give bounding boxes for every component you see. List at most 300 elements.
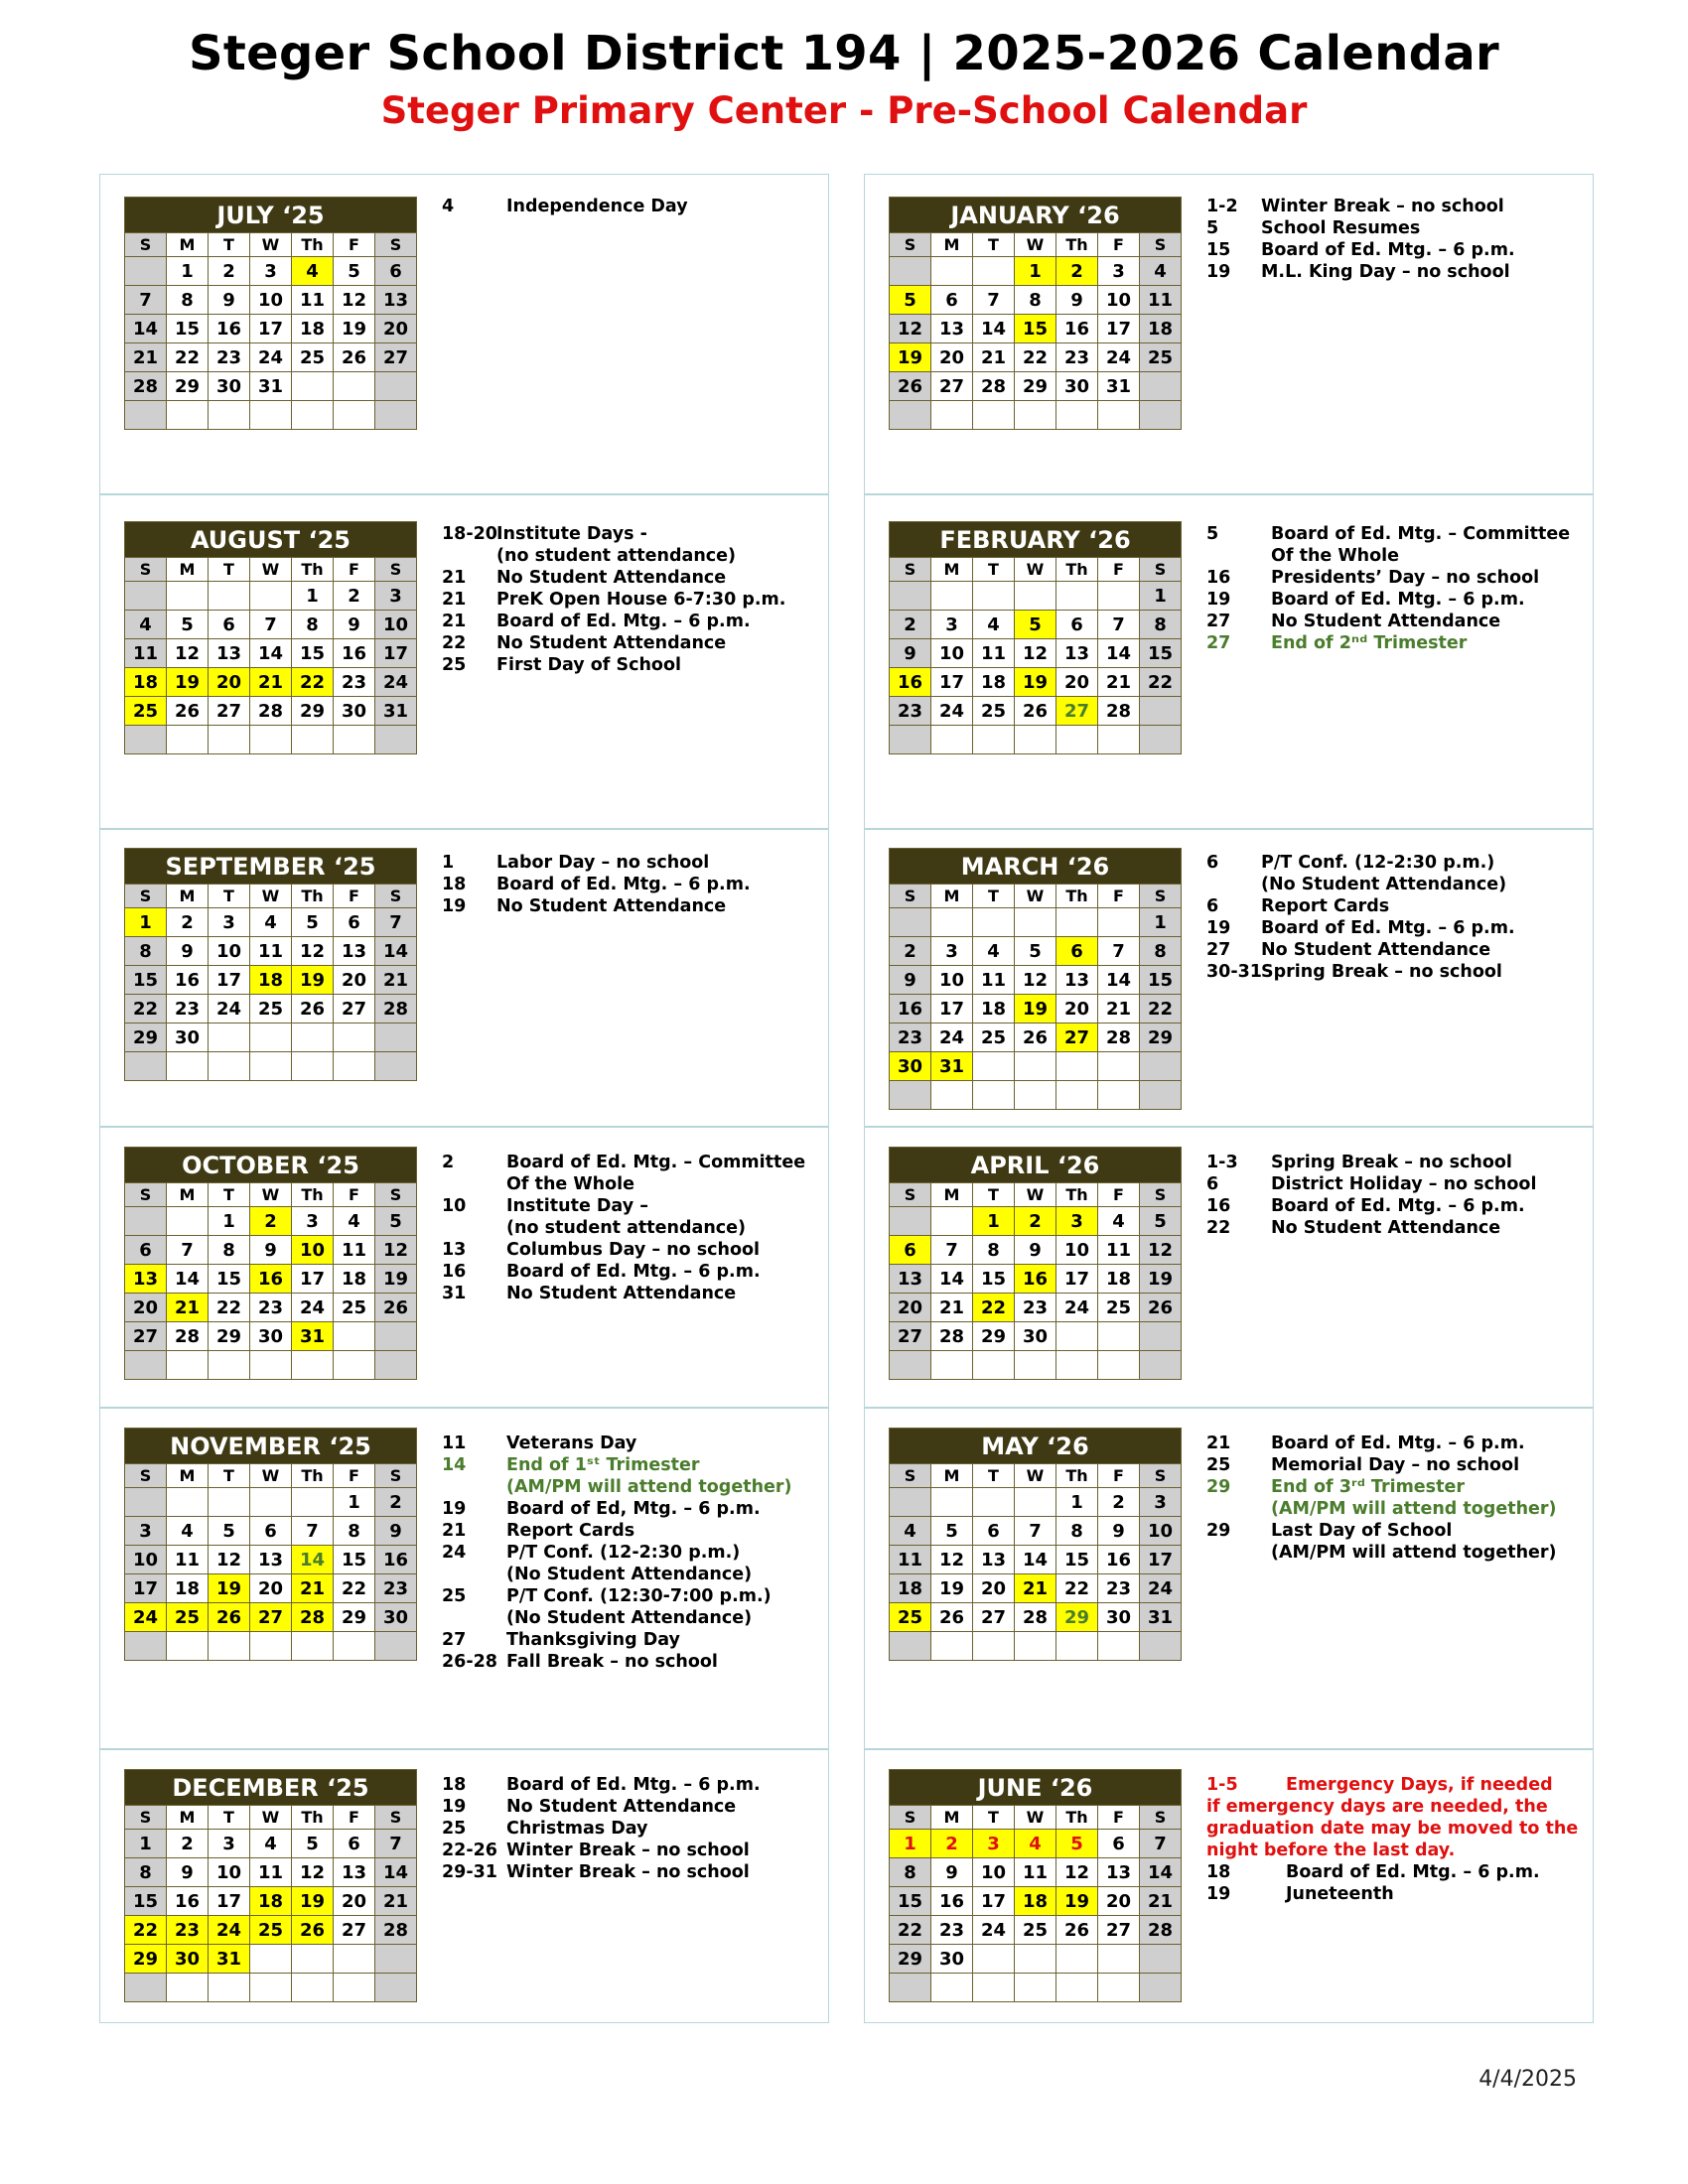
day-cell: 10 (375, 611, 417, 639)
day-cell: 28 (973, 372, 1015, 401)
empty-day-cell (1140, 401, 1182, 430)
week-row (125, 937, 417, 966)
day-cell: 2 (250, 1207, 292, 1236)
day-cell: 23 (209, 343, 250, 372)
week-row (125, 908, 417, 937)
day-cell: 14 (973, 315, 1015, 343)
empty-day-cell (1140, 1632, 1182, 1661)
weekday-label: W (1015, 885, 1056, 908)
weekday-label: S (1140, 1183, 1182, 1207)
empty-day-cell (1056, 582, 1098, 611)
month-name: MAY ‘26 (890, 1429, 1182, 1464)
day-cell: 8 (334, 1517, 375, 1546)
day-cell: 15 (209, 1265, 250, 1294)
weekday-label: S (1140, 1464, 1182, 1488)
event-date: 25 (442, 1586, 467, 1606)
weekday-label: Th (1056, 1464, 1098, 1488)
event-list (1206, 1774, 1584, 1905)
weekday-label: T (973, 558, 1015, 582)
empty-day-cell (334, 1632, 375, 1661)
week-row (125, 1517, 417, 1546)
day-cell: 29 (1140, 1024, 1182, 1052)
week-row (890, 1974, 1182, 2002)
day-cell: 3 (1140, 1488, 1182, 1517)
day-cell: 13 (250, 1546, 292, 1574)
day-cell: 1 (1015, 257, 1056, 286)
empty-day-cell (973, 582, 1015, 611)
event-list (442, 523, 819, 676)
weekday-label: S (125, 885, 167, 908)
weekday-label: M (931, 233, 973, 257)
event-text: Board of Ed. Mtg. – 6 p.m. (506, 1775, 761, 1795)
day-cell: 19 (334, 315, 375, 343)
event-date: 21 (442, 568, 467, 588)
day-cell: 24 (931, 1024, 973, 1052)
weekday-label: M (931, 1806, 973, 1830)
day-cell: 22 (292, 668, 334, 697)
day-cell: 3 (931, 611, 973, 639)
empty-day-cell (334, 401, 375, 430)
day-cell: 16 (209, 315, 250, 343)
day-cell: 8 (973, 1236, 1015, 1265)
day-cell: 19 (1015, 995, 1056, 1024)
event-date: 4 (442, 197, 455, 216)
month-header-row (125, 1770, 417, 1806)
empty-day-cell (292, 401, 334, 430)
weekday-label: Th (1056, 233, 1098, 257)
event-item (442, 1173, 819, 1195)
empty-day-cell (890, 1207, 931, 1236)
day-cell: 18 (292, 315, 334, 343)
day-cell: 19 (1015, 668, 1056, 697)
event-text: Board of Ed. Mtg. – 6 p.m. (496, 875, 751, 894)
day-cell: 21 (1015, 1574, 1056, 1603)
week-row (125, 726, 417, 754)
event-date: 1-5 (1206, 1775, 1238, 1795)
empty-day-cell (250, 1351, 292, 1380)
empty-day-cell (125, 582, 167, 611)
day-cell: 31 (375, 697, 417, 726)
day-cell: 23 (334, 668, 375, 697)
week-row (125, 1265, 417, 1294)
weekday-header-row (125, 1183, 417, 1207)
day-cell: 29 (167, 372, 209, 401)
event-text: No Student Attendance (1271, 612, 1501, 631)
event-date: 19 (1206, 262, 1231, 282)
week-row (890, 1207, 1182, 1236)
empty-day-cell (1098, 1052, 1140, 1081)
empty-day-cell (890, 582, 931, 611)
day-cell: 16 (1056, 315, 1098, 343)
empty-day-cell (167, 1632, 209, 1661)
day-cell: 17 (931, 668, 973, 697)
day-cell: 20 (334, 966, 375, 995)
weekday-label: W (1015, 233, 1056, 257)
empty-day-cell (1056, 1945, 1098, 1974)
day-cell: 11 (1098, 1236, 1140, 1265)
weekday-label: F (334, 1464, 375, 1488)
month-calendar (124, 1769, 417, 2002)
week-row (890, 372, 1182, 401)
empty-day-cell (1140, 372, 1182, 401)
event-text: End of 2ⁿᵈ Trimester (1271, 633, 1468, 653)
day-cell: 8 (209, 1236, 250, 1265)
empty-day-cell (1015, 1081, 1056, 1110)
event-text: No Student Attendance (506, 1797, 737, 1817)
day-cell: 1 (890, 1830, 931, 1858)
day-cell: 31 (250, 372, 292, 401)
month-header-row (125, 1429, 417, 1464)
event-date: 21 (442, 612, 467, 631)
event-item (442, 1651, 819, 1673)
day-cell: 21 (292, 1574, 334, 1603)
day-cell: 5 (292, 908, 334, 937)
weekday-label: Th (292, 885, 334, 908)
weekday-header-row (125, 1806, 417, 1830)
event-text: (No Student Attendance) (1261, 875, 1507, 894)
week-row (125, 286, 417, 315)
event-list (442, 1152, 819, 1304)
day-cell: 9 (250, 1236, 292, 1265)
day-cell: 22 (890, 1916, 931, 1945)
event-list (1206, 196, 1584, 283)
day-cell: 14 (1098, 639, 1140, 668)
month-header-row (890, 849, 1182, 885)
day-cell: 10 (1098, 286, 1140, 315)
day-cell: 13 (209, 639, 250, 668)
day-cell: 19 (292, 966, 334, 995)
day-cell: 26 (1015, 697, 1056, 726)
event-text: Spring Break – no school (1261, 962, 1502, 982)
day-cell: 6 (1056, 937, 1098, 966)
day-cell: 7 (1140, 1830, 1182, 1858)
week-row (125, 401, 417, 430)
weekday-label: F (1098, 558, 1140, 582)
day-cell: 2 (1056, 257, 1098, 286)
event-text: Emergency Days, if needed (1286, 1775, 1553, 1795)
day-cell: 16 (1015, 1265, 1056, 1294)
event-date: 25 (442, 655, 467, 675)
empty-day-cell (250, 1974, 292, 2002)
month-header-row (125, 198, 417, 233)
empty-day-cell (250, 401, 292, 430)
weekday-label: S (125, 558, 167, 582)
day-cell: 13 (334, 1858, 375, 1887)
day-cell: 28 (931, 1322, 973, 1351)
event-text: Presidents’ Day – no school (1271, 568, 1540, 588)
day-cell: 23 (167, 995, 209, 1024)
day-cell: 5 (334, 257, 375, 286)
empty-day-cell (1056, 1632, 1098, 1661)
day-cell: 7 (375, 908, 417, 937)
event-date: 2 (442, 1153, 455, 1172)
event-item (1206, 1152, 1584, 1173)
event-date: 19 (442, 1797, 467, 1817)
day-cell: 11 (1140, 286, 1182, 315)
event-item (442, 1476, 819, 1498)
weekday-label: M (167, 1183, 209, 1207)
page-subtitle: Steger Primary Center - Pre-School Calendar (380, 89, 1308, 132)
event-item (442, 1152, 819, 1173)
day-cell: 10 (931, 966, 973, 995)
day-cell: 29 (890, 1945, 931, 1974)
day-cell: 29 (1056, 1603, 1098, 1632)
day-cell: 6 (334, 1830, 375, 1858)
day-cell: 2 (375, 1488, 417, 1517)
day-cell: 5 (375, 1207, 417, 1236)
weekday-header-row (890, 885, 1182, 908)
day-cell: 30 (167, 1945, 209, 1974)
event-text: Last Day of School (1271, 1521, 1453, 1541)
weekday-label: S (375, 1183, 417, 1207)
day-cell: 20 (334, 1887, 375, 1916)
event-item (442, 1283, 819, 1304)
empty-day-cell (1098, 1351, 1140, 1380)
event-date: 18 (442, 875, 467, 894)
weekday-label: Th (292, 1806, 334, 1830)
day-cell: 25 (334, 1294, 375, 1322)
event-item (442, 523, 819, 545)
weekday-label: W (1015, 1464, 1056, 1488)
day-cell: 25 (1140, 343, 1182, 372)
day-cell: 3 (209, 1830, 250, 1858)
week-row (890, 401, 1182, 430)
day-cell: 29 (292, 697, 334, 726)
event-text: District Holiday – no school (1271, 1174, 1537, 1194)
weekday-header-row (125, 558, 417, 582)
day-cell: 7 (125, 286, 167, 315)
weekday-label: W (250, 558, 292, 582)
event-date: 11 (442, 1433, 467, 1453)
weekday-label: M (167, 885, 209, 908)
day-cell: 14 (1015, 1546, 1056, 1574)
weekday-label: W (250, 233, 292, 257)
day-cell: 24 (1140, 1574, 1182, 1603)
day-cell: 30 (250, 1322, 292, 1351)
weekday-label: F (1098, 1183, 1140, 1207)
day-cell: 6 (209, 611, 250, 639)
day-cell: 7 (1098, 611, 1140, 639)
day-cell: 18 (167, 1574, 209, 1603)
empty-day-cell (167, 726, 209, 754)
event-item (442, 1774, 819, 1796)
day-cell: 26 (1056, 1916, 1098, 1945)
event-text: Independence Day (506, 197, 688, 216)
week-row (125, 1294, 417, 1322)
week-row (125, 372, 417, 401)
day-cell: 6 (890, 1236, 931, 1265)
day-cell: 1 (1140, 582, 1182, 611)
weekday-label: T (973, 1183, 1015, 1207)
event-item (1206, 523, 1584, 545)
event-text: night before the last day. (1206, 1841, 1456, 1860)
day-cell: 19 (209, 1574, 250, 1603)
day-cell: 11 (292, 286, 334, 315)
empty-day-cell (250, 1632, 292, 1661)
day-cell: 12 (1015, 639, 1056, 668)
day-cell: 25 (250, 995, 292, 1024)
month-name: AUGUST ‘25 (125, 522, 417, 558)
day-cell: 1 (1140, 908, 1182, 937)
weekday-label: S (375, 1464, 417, 1488)
weekday-label: F (334, 1806, 375, 1830)
event-text: Board of Ed. Mtg. – 6 p.m. (506, 1262, 761, 1282)
event-date: 18-20 (442, 524, 497, 544)
empty-day-cell (1015, 1974, 1056, 2002)
day-cell: 7 (292, 1517, 334, 1546)
week-row (890, 1887, 1182, 1916)
day-cell: 22 (1140, 995, 1182, 1024)
day-cell: 29 (1015, 372, 1056, 401)
event-item (442, 1861, 819, 1883)
day-cell: 12 (334, 286, 375, 315)
day-cell: 13 (931, 315, 973, 343)
day-cell: 8 (1056, 1517, 1098, 1546)
weekday-label: S (125, 1183, 167, 1207)
week-row (890, 1830, 1182, 1858)
day-cell: 19 (931, 1574, 973, 1603)
event-item (1206, 1520, 1584, 1542)
day-cell: 4 (125, 611, 167, 639)
day-cell: 15 (1015, 315, 1056, 343)
day-cell: 7 (375, 1830, 417, 1858)
day-cell: 27 (1056, 1024, 1098, 1052)
week-row (125, 668, 417, 697)
month-header-row (125, 849, 417, 885)
event-item (442, 1818, 819, 1840)
week-row (890, 315, 1182, 343)
empty-day-cell (334, 1322, 375, 1351)
day-cell: 27 (250, 1603, 292, 1632)
day-cell: 12 (292, 1858, 334, 1887)
day-cell: 5 (1015, 937, 1056, 966)
day-cell: 18 (1098, 1265, 1140, 1294)
day-cell: 9 (890, 966, 931, 995)
event-text: Columbus Day – no school (506, 1240, 761, 1260)
empty-day-cell (890, 1081, 931, 1110)
day-cell: 10 (125, 1546, 167, 1574)
weekday-label: Th (1056, 558, 1098, 582)
empty-day-cell (973, 1488, 1015, 1517)
event-item (1206, 1883, 1584, 1905)
event-item (442, 1564, 819, 1585)
empty-day-cell (375, 1974, 417, 2002)
weekday-label: W (1015, 558, 1056, 582)
day-cell: 12 (167, 639, 209, 668)
empty-day-cell (1056, 726, 1098, 754)
day-cell: 24 (1098, 343, 1140, 372)
day-cell: 3 (250, 257, 292, 286)
empty-day-cell (209, 1488, 250, 1517)
month-calendar (124, 1428, 417, 1661)
week-row (890, 697, 1182, 726)
month-header-row (890, 1429, 1182, 1464)
event-text: School Resumes (1261, 218, 1421, 238)
event-date: 24 (442, 1543, 467, 1563)
weekday-label: W (250, 1806, 292, 1830)
day-cell: 1 (125, 908, 167, 937)
day-cell: 5 (890, 286, 931, 315)
day-cell: 9 (375, 1517, 417, 1546)
day-cell: 15 (890, 1887, 931, 1916)
day-cell: 26 (931, 1603, 973, 1632)
day-cell: 11 (167, 1546, 209, 1574)
empty-day-cell (1098, 726, 1140, 754)
month-name: SEPTEMBER ‘25 (125, 849, 417, 885)
event-text: Of the Whole (1271, 546, 1400, 566)
empty-day-cell (167, 1207, 209, 1236)
event-item (1206, 611, 1584, 632)
empty-day-cell (250, 582, 292, 611)
event-date: 15 (1206, 240, 1231, 260)
event-item (442, 895, 819, 917)
day-cell: 8 (890, 1858, 931, 1887)
empty-day-cell (931, 1351, 973, 1380)
week-row (890, 582, 1182, 611)
event-date: 19 (1206, 590, 1231, 610)
event-item (1206, 1796, 1584, 1818)
event-item (1206, 589, 1584, 611)
event-text: No Student Attendance (506, 1284, 737, 1303)
week-row (125, 697, 417, 726)
empty-day-cell (125, 1632, 167, 1661)
empty-day-cell (1098, 1632, 1140, 1661)
empty-day-cell (167, 1488, 209, 1517)
day-cell: 20 (890, 1294, 931, 1322)
day-cell: 24 (209, 1916, 250, 1945)
weekday-label: T (209, 558, 250, 582)
event-date: 13 (442, 1240, 467, 1260)
event-item (1206, 1476, 1584, 1498)
day-cell: 15 (125, 966, 167, 995)
empty-day-cell (1056, 908, 1098, 937)
day-cell: 4 (334, 1207, 375, 1236)
week-row (890, 1024, 1182, 1052)
event-item (442, 1217, 819, 1239)
day-cell: 29 (209, 1322, 250, 1351)
empty-day-cell (125, 1974, 167, 2002)
event-date: 16 (1206, 1196, 1231, 1216)
day-cell: 16 (167, 966, 209, 995)
day-cell: 13 (375, 286, 417, 315)
weekday-header-row (890, 1183, 1182, 1207)
week-row (890, 726, 1182, 754)
day-cell: 14 (375, 1858, 417, 1887)
event-list (442, 1433, 819, 1673)
day-cell: 4 (250, 1830, 292, 1858)
day-cell: 15 (973, 1265, 1015, 1294)
day-cell: 31 (931, 1052, 973, 1081)
month-header-row (125, 522, 417, 558)
day-cell: 27 (890, 1322, 931, 1351)
event-item (442, 567, 819, 589)
empty-day-cell (125, 726, 167, 754)
empty-day-cell (973, 908, 1015, 937)
week-row (125, 611, 417, 639)
day-cell: 2 (167, 908, 209, 937)
empty-day-cell (890, 1974, 931, 2002)
day-cell: 21 (375, 1887, 417, 1916)
empty-day-cell (1015, 1052, 1056, 1081)
day-cell: 9 (1056, 286, 1098, 315)
day-cell: 15 (1056, 1546, 1098, 1574)
day-cell: 25 (1098, 1294, 1140, 1322)
day-cell: 16 (890, 668, 931, 697)
day-cell: 30 (167, 1024, 209, 1052)
event-text: Veterans Day (506, 1433, 637, 1453)
empty-day-cell (931, 908, 973, 937)
day-cell: 2 (890, 611, 931, 639)
